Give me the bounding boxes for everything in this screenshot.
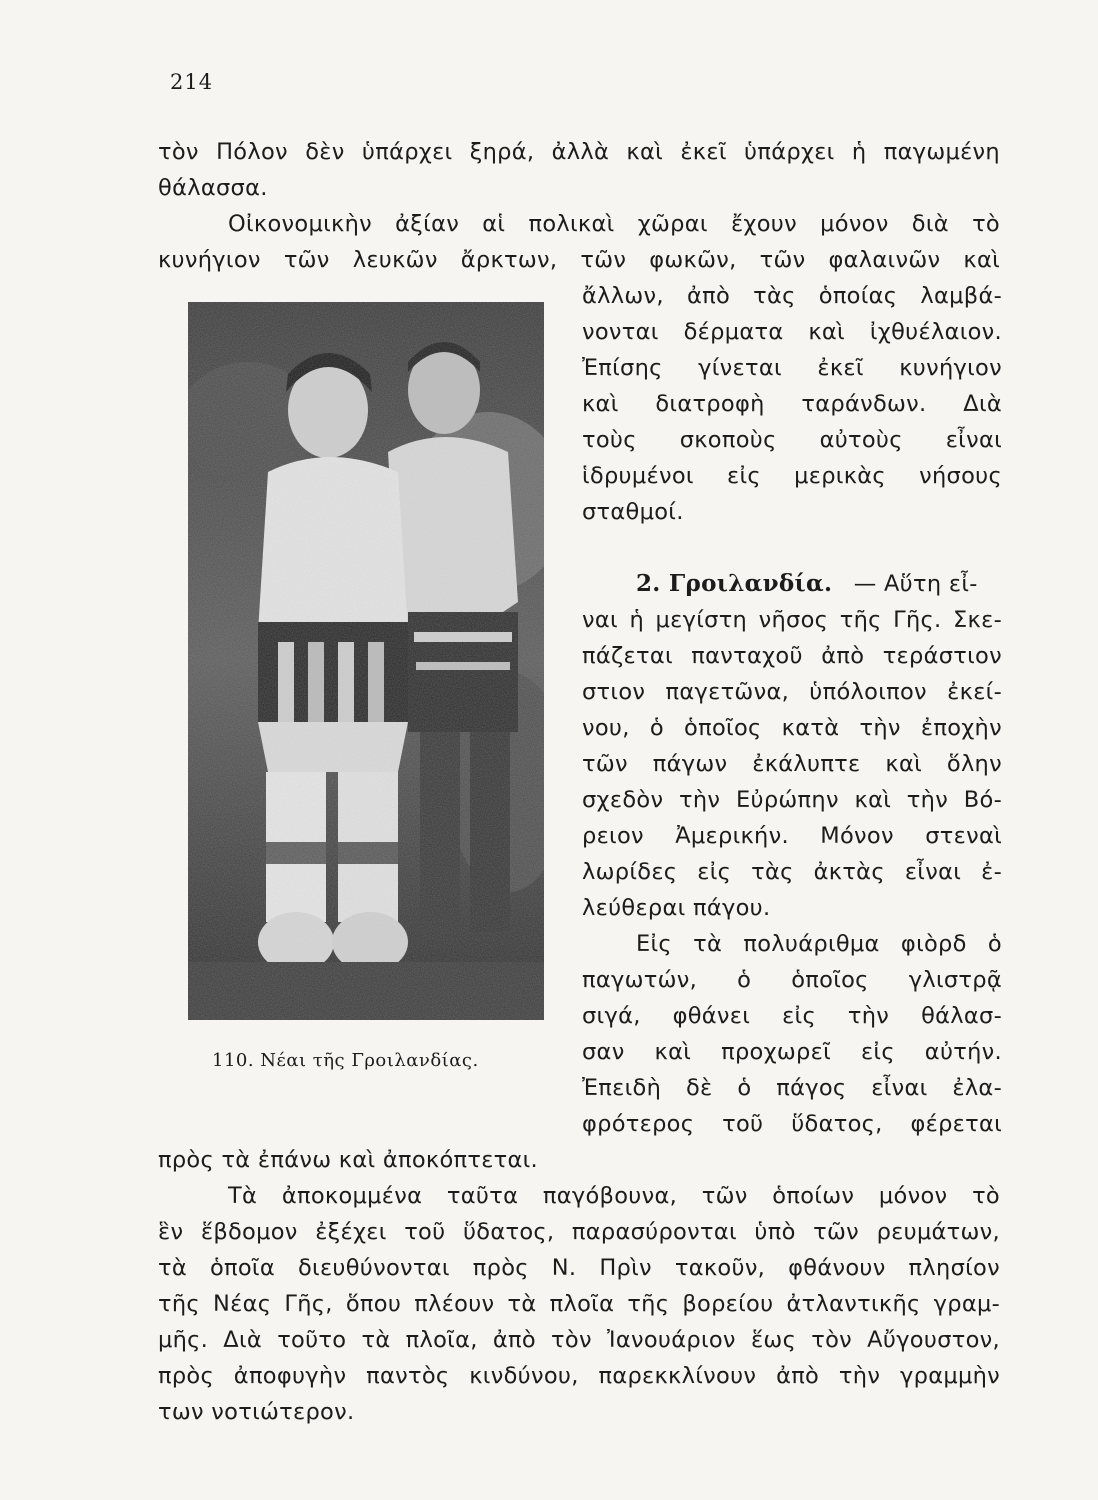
text-line: Τὰ ἀποκομμένα ταῦτα παγόβουνα, τῶν ὁποίων μόνον τὸ bbox=[228, 1183, 1000, 1209]
text-line: ρειον Ἀμερικήν. Μόνον στεναὶ bbox=[582, 823, 1002, 849]
text-line: τὸν Πόλον δὲν ὑπάρχει ξηρά, ἀλλὰ καὶ ἐκεῖ ὑπάρχει ἡ παγωμένη bbox=[158, 139, 1000, 165]
text-line: πρὸς ἀποφυγὴν παντὸς κινδύνου, παρεκκλίνουν ἀπὸ τὴν γραμμὴν bbox=[158, 1363, 1000, 1389]
text-line: πάζεται πανταχοῦ ἀπὸ τεράστιον bbox=[582, 643, 1002, 669]
text-line: νου, ὁ ὁποῖος κατὰ τὴν ἐποχὴν bbox=[582, 715, 1002, 741]
text-line: λωρίδες εἰς τὰς ἀκτὰς εἶναι ἐ- bbox=[582, 859, 1002, 885]
text-line: νονται δέρματα καὶ ἰχθυέλαιον. bbox=[582, 319, 1002, 345]
text-line: μῆς. Διὰ τοῦτο τὰ πλοῖα, ἀπὸ τὸν Ἰανουάριον ἕως τὸν Αὔγουστον, bbox=[158, 1327, 1000, 1353]
text-line: σαν καὶ προχωρεῖ εἰς αὐτήν. bbox=[582, 1039, 1002, 1065]
text-line: τῶν πάγων ἐκάλυπτε καὶ ὅλην bbox=[582, 751, 1002, 777]
text-line: Ἐπειδὴ δὲ ὁ πάγος εἶναι ἐλα- bbox=[582, 1075, 1002, 1101]
text-line: θάλασσα. bbox=[158, 175, 268, 201]
text-line: των νοτιώτερον. bbox=[158, 1399, 355, 1425]
text-line: Ἐπίσης γίνεται ἐκεῖ κυνήγιον bbox=[582, 355, 1002, 381]
text-line: ἓν ἕβδομον ἐξέχει τοῦ ὕδατος, παρασύρονται ὑπὸ τῶν ρευμάτων, bbox=[158, 1219, 1000, 1245]
text-line: παγωτών, ὁ ὁποῖος γλιστρᾷ bbox=[582, 967, 1002, 993]
text-line: ναι ἡ μεγίστη νῆσος τῆς Γῆς. Σκε- bbox=[582, 607, 1002, 633]
text-line: ἱδρυμένοι εἰς μερικὰς νήσους bbox=[582, 463, 1002, 489]
section-heading bbox=[636, 566, 978, 602]
text-line: λεύθεραι πάγου. bbox=[582, 895, 771, 921]
figure-caption: 110. Νέαι τῆς Γροιλανδίας. bbox=[212, 1050, 479, 1071]
text-line: πρὸς τὰ ἐπάνω καὶ ἀποκόπτεται. bbox=[158, 1147, 539, 1173]
text-line: σχεδὸν τὴν Εὐρώπην καὶ τὴν Βό- bbox=[582, 787, 1002, 813]
text-line: Οἰκονομικὴν ἀξίαν αἱ πολικαὶ χῶραι ἔχουν μόνον διὰ τὸ bbox=[228, 211, 1000, 237]
section-heading-text: — Αὕτη εἶ- bbox=[853, 571, 978, 597]
text-line: τοὺς σκοποὺς αὐτοὺς εἶναι bbox=[582, 427, 1002, 453]
text-line: στιον παγετῶνα, ὑπόλοιπον ἐκεί- bbox=[582, 679, 1002, 705]
text-line: σταθμοί. bbox=[582, 499, 684, 525]
text-line: σιγά, φθάνει εἰς τὴν θάλασ- bbox=[582, 1003, 1002, 1029]
text-line: κυνήγιον τῶν λευκῶν ἄρκτων, τῶν φωκῶν, τῶν φαλαινῶν καὶ bbox=[158, 247, 1000, 273]
text-line: τῆς Νέας Γῆς, ὅπου πλέουν τὰ πλοῖα τῆς βορείου ἀτλαντικῆς γραμ- bbox=[158, 1291, 1000, 1317]
text-line: καὶ διατροφὴ ταράνδων. Διὰ bbox=[582, 391, 1002, 417]
text-line: Εἰς τὰ πολυάριθμα φιὸρδ ὁ bbox=[636, 931, 1002, 957]
text-line: τὰ ὁποῖα διευθύνονται πρὸς Ν. Πρὶν τακοῦν, φθάνουν πλησίον bbox=[158, 1255, 1000, 1281]
section-heading-title: 2. Γροιλανδία. bbox=[636, 570, 833, 597]
page-number: 214 bbox=[170, 70, 214, 94]
text-line: φρότερος τοῦ ὕδατος, φέρεται bbox=[582, 1111, 1002, 1137]
photograph-two-greenland-girls bbox=[188, 302, 544, 1020]
text-line: ἄλλων, ἀπὸ τὰς ὁποίας λαμβά- bbox=[582, 283, 1002, 309]
